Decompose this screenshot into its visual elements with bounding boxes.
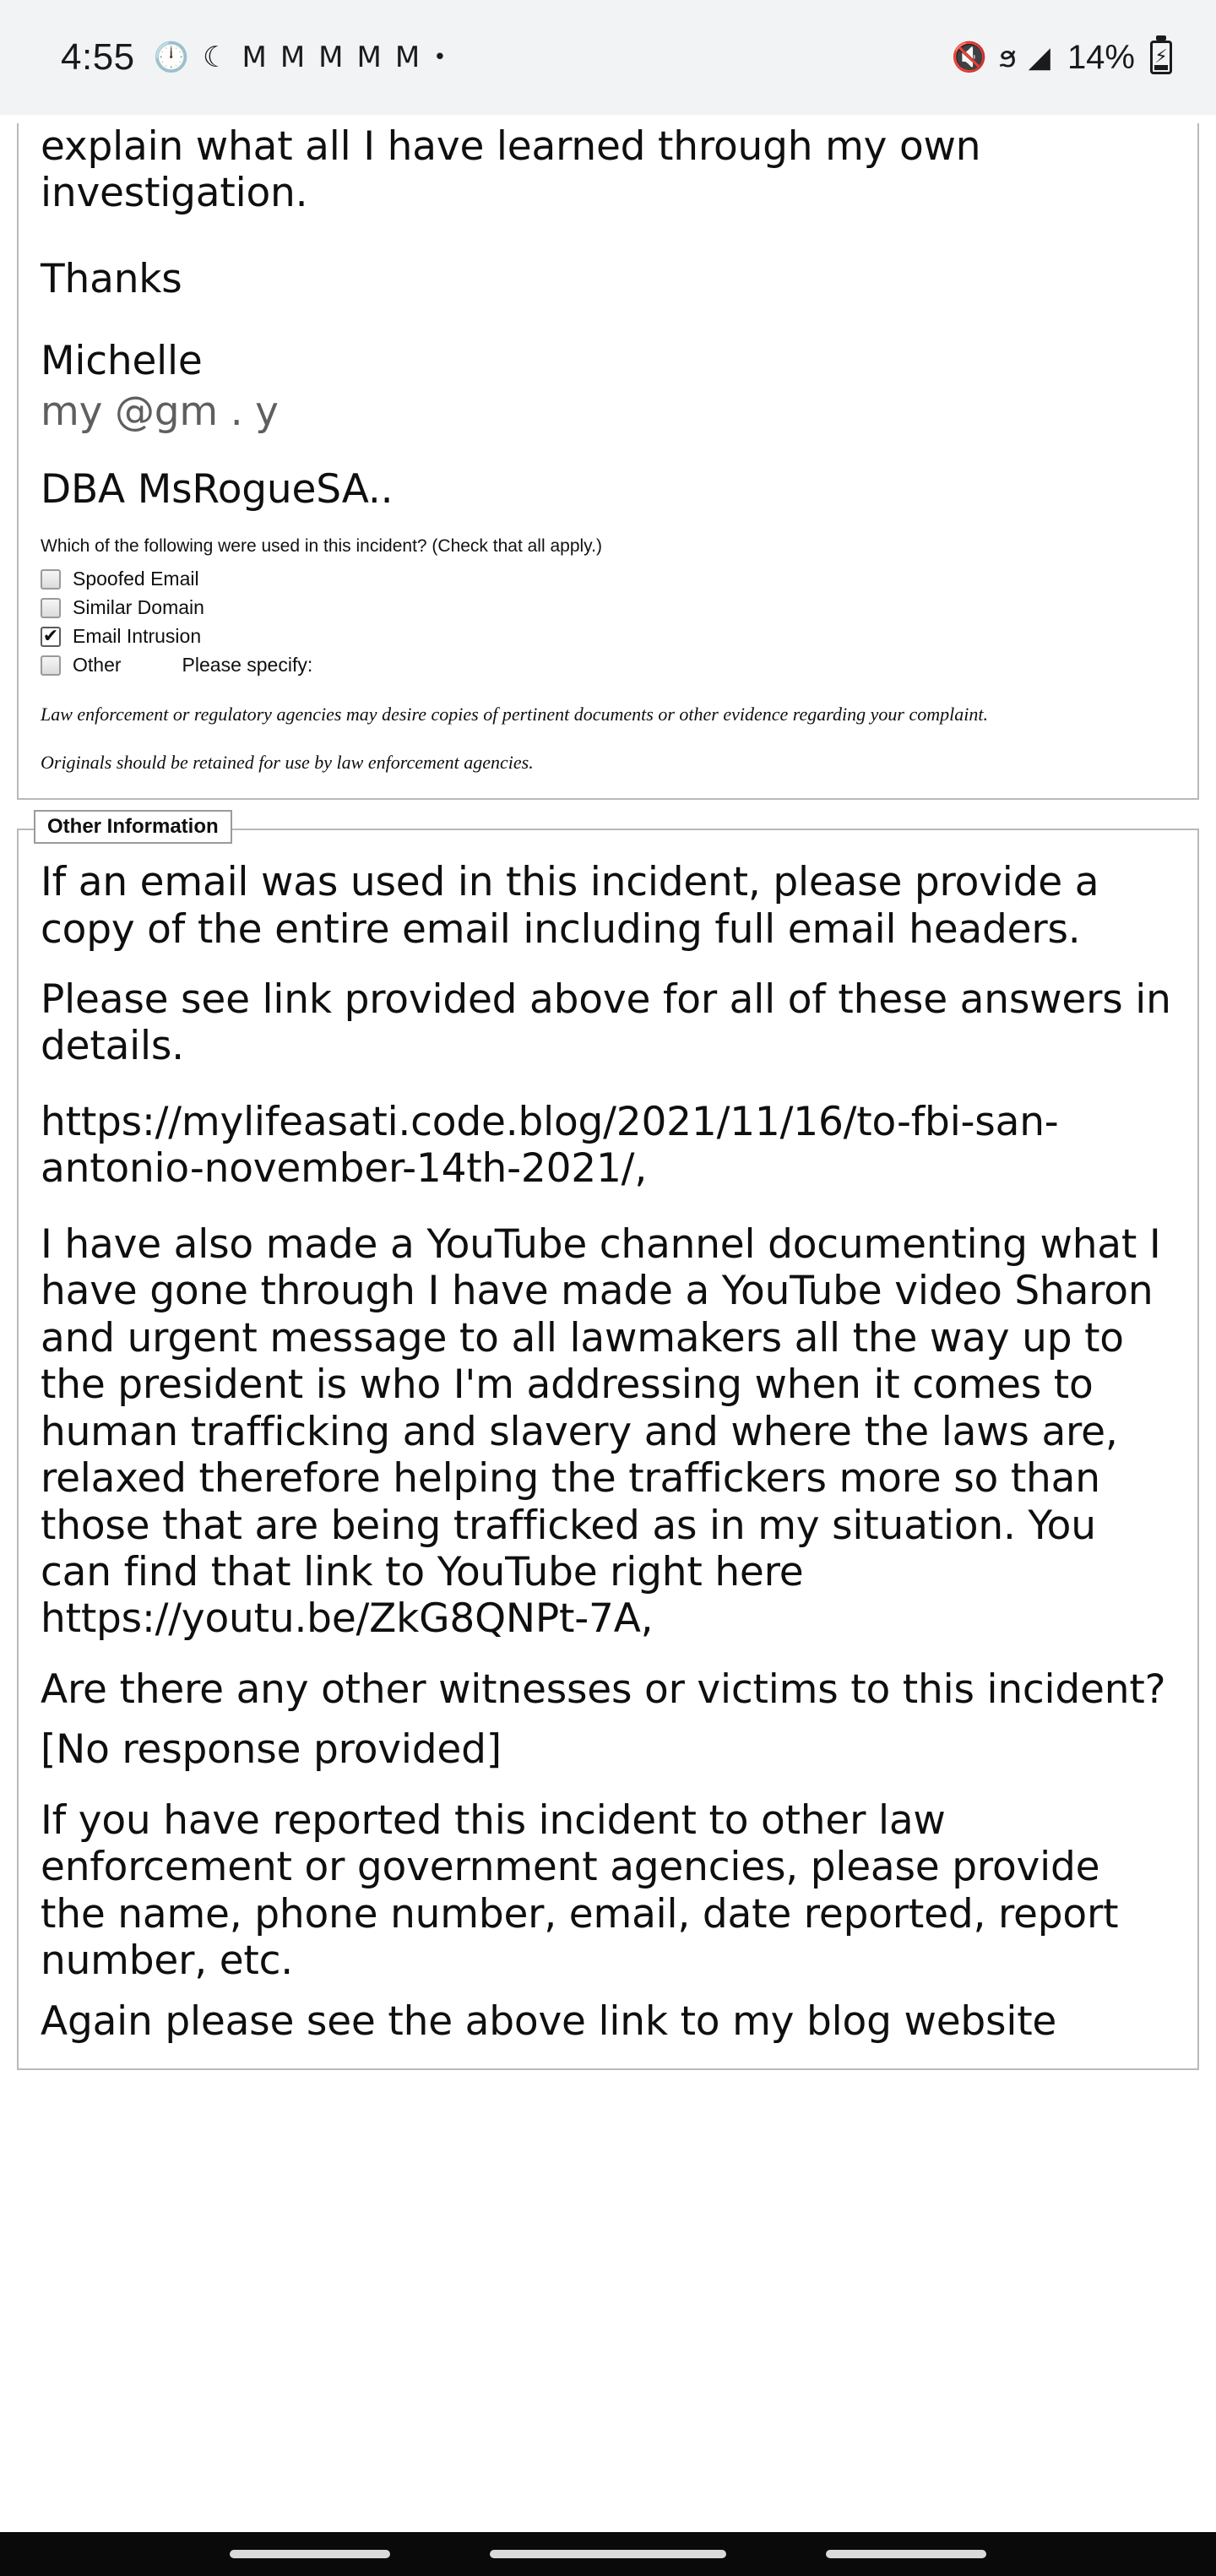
other-info-paragraph: Please see link provided above for all of these answers in details. xyxy=(41,976,1171,1070)
document-viewer[interactable] xyxy=(0,123,1216,2576)
legal-note-primary: Law enforcement or regulatory agencies may desire copies of pertinent documents or other evidence regarding your complaint. xyxy=(41,704,988,726)
checkbox-icon[interactable] xyxy=(41,598,61,618)
please-specify-label: Please specify: xyxy=(182,654,313,677)
wifi-icon: ϧ xyxy=(998,41,1017,74)
gmail-icon: M xyxy=(394,41,421,74)
gmail-icon: M xyxy=(280,41,306,74)
back-pill[interactable] xyxy=(826,2550,986,2558)
checkbox-icon[interactable] xyxy=(41,569,61,590)
youtube-description-paragraph: I have also made a YouTube channel documenting what I have gone through I have made a YouTube video Sharon and urgent message to all lawmakers all the way up to the president is who I'm addressing when it comes to human trafficking and slavery and where the laws are, relaxed therefore helping the traffickers more so than those that are being trafficked as in my situation. You can find that link to YouTube right here https://youtu.be/ZkG8QNPt-7A, xyxy=(41,1220,1161,1643)
checkbox-question-label: Which of the following were used in this incident? (Check that all apply.) xyxy=(41,536,602,557)
witnesses-question: Are there any other witnesses or victims to this incident? xyxy=(41,1666,1166,1713)
gmail-icon: M xyxy=(318,41,344,74)
recents-pill[interactable] xyxy=(230,2550,390,2558)
battery-percent-label: 14% xyxy=(1067,38,1135,76)
other-info-paragraph: If an email was used in this incident, please provide a copy of the entire email including full email headers. xyxy=(41,859,1099,953)
checkbox-icon[interactable] xyxy=(41,655,61,676)
witnesses-answer: [No response provided] xyxy=(41,1726,502,1774)
checkbox-row-email-intrusion[interactable] xyxy=(41,625,1175,648)
status-bar-clock: 4:55 xyxy=(61,36,135,78)
moon-icon: ☾ xyxy=(202,41,229,74)
blog-link-text[interactable]: https://mylifeasati.code.blog/2021/11/16/to-fbi-san-antonio-november-14th-2021/, xyxy=(41,1098,1059,1193)
alarm-icon: 🕛 xyxy=(153,41,189,74)
checkbox-label: Other xyxy=(73,654,122,677)
other-information-section xyxy=(17,815,1199,2070)
dba-name: DBA MsRogueSA.. xyxy=(41,466,394,514)
status-bar-system-icons xyxy=(952,39,1172,77)
closing-thanks: Thanks xyxy=(41,255,182,302)
other-agencies-answer: Again please see the above link to my blog website xyxy=(41,1997,1057,2045)
gmail-icon: M xyxy=(242,41,267,74)
dot-icon: • xyxy=(433,45,447,70)
android-navigation-bar[interactable] xyxy=(0,2532,1216,2576)
home-pill[interactable] xyxy=(490,2550,726,2558)
legal-note-secondary: Originals should be retained for use by law enforcement agencies. xyxy=(41,752,534,774)
signal-off-icon: ◢ xyxy=(1028,41,1050,74)
battery-charging-icon: ⚡ xyxy=(1150,41,1172,74)
checkbox-label: Email Intrusion xyxy=(73,625,202,648)
status-bar xyxy=(0,0,1216,115)
paragraph-continuation: explain what all I have learned through my own investigation. xyxy=(41,123,981,217)
gmail-icon: M xyxy=(356,41,382,74)
other-information-legend: Other Information xyxy=(34,810,232,844)
checkbox-row-spoofed-email[interactable] xyxy=(41,568,1175,590)
other-agencies-question: If you have reported this incident to other law enforcement or government agencies, please provide the name, phone number, email, date reported, report number, etc. xyxy=(41,1796,1119,1985)
checkbox-label: Similar Domain xyxy=(73,596,204,619)
signature-name: Michelle xyxy=(41,338,203,385)
checkbox-checked-icon[interactable] xyxy=(41,627,61,647)
checkbox-label: Spoofed Email xyxy=(73,568,199,590)
email-address-redacted: my @gm . y xyxy=(41,389,279,436)
checkbox-row-similar-domain[interactable] xyxy=(41,596,1175,619)
mute-icon: 🔇 xyxy=(951,41,987,74)
status-bar-notification-icons xyxy=(154,43,952,72)
checkbox-row-other[interactable] xyxy=(41,654,1175,677)
complaint-form-panel xyxy=(17,123,1199,800)
